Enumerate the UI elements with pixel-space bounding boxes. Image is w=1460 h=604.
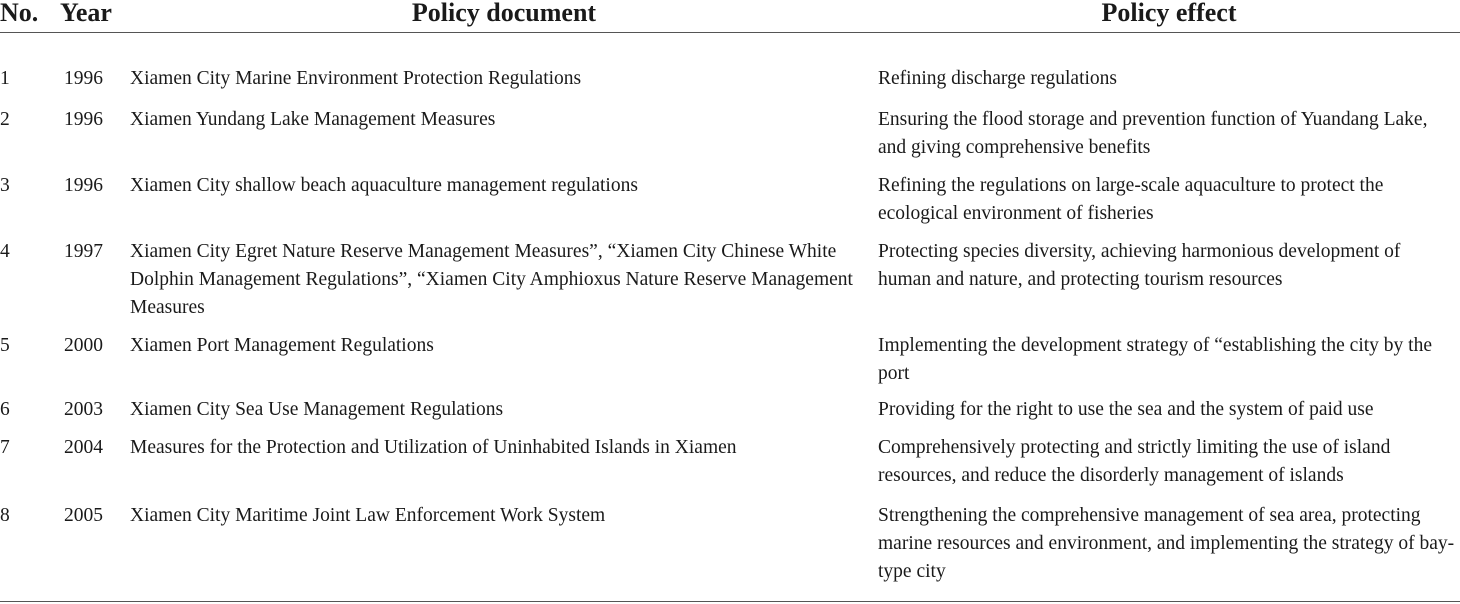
header-year: Year [56,0,130,33]
table-row [0,162,1460,228]
cell-year: 1997 [64,240,103,262]
cell-policy-effect: Providing for the right to use the sea and the system of paid use [878,398,1374,420]
cell-policy-effect: Refining the regulations on large-scale aquaculture to protect the ecological environment of fisheries [878,174,1384,224]
cell-policy-document: Xiamen City Egret Nature Reserve Management Measures”, “Xiamen City Chinese White Dolphin Management Regulations”, “Xiamen City Amphioxus Nature Reserve Management Measures [130,240,853,318]
cell-no: 1 [0,68,10,89]
cell-year: 1996 [64,68,103,89]
cell-year: 1996 [64,174,103,196]
header-policy-document: Policy document [130,0,878,33]
cell-policy-effect: Comprehensively protecting and strictly limiting the use of island resources, and reduce the disorderly management of islands [878,436,1391,486]
table-row [0,228,1460,322]
table-bottom-rule [0,601,1460,602]
cell-policy-effect: Implementing the development strategy of “establishing the city by the port [878,334,1432,384]
table-row [0,96,1460,162]
header-policy-effect: Policy effect [878,0,1460,33]
cell-no: 7 [0,436,10,458]
cell-policy-document: Xiamen City shallow beach aquaculture management regulations [130,174,638,196]
cell-policy-effect: Protecting species diversity, achieving harmonious development of human and nature, and protecting tourism resources [878,240,1401,290]
cell-year: 1996 [64,108,103,130]
cell-no: 8 [0,504,10,526]
cell-policy-document: Xiamen Port Management Regulations [130,334,434,356]
cell-policy-document: Measures for the Protection and Utilization of Uninhabited Islands in Xiamen [130,436,737,458]
table-row [0,424,1460,492]
cell-year: 2004 [64,436,103,458]
table-header [0,0,1460,33]
cell-policy-effect: Refining discharge regulations [878,68,1117,89]
cell-policy-document: Xiamen City Maritime Joint Law Enforcement Work System [130,504,606,526]
table-body [0,33,1460,588]
cell-no: 6 [0,398,10,420]
cell-no: 2 [0,108,10,130]
header-no: No. [0,0,56,33]
cell-no: 3 [0,174,10,196]
cell-policy-effect: Strengthening the comprehensive management of sea area, protecting marine resources and environment, and implementing the strategy of bay-type city [878,504,1455,582]
header-row [0,0,1460,33]
cell-year: 2003 [64,398,103,420]
table-row [0,33,1460,96]
cell-policy-document: Xiamen City Sea Use Management Regulations [130,398,504,420]
cell-year: 2005 [64,504,103,526]
cell-no: 5 [0,334,10,356]
cell-policy-document: Xiamen Yundang Lake Management Measures [130,108,496,130]
table-row [0,388,1460,424]
table-row [0,322,1460,388]
cell-policy-document: Xiamen City Marine Environment Protection Regulations [130,68,582,89]
table-row [0,492,1460,588]
cell-year: 2000 [64,334,103,356]
cell-no: 4 [0,240,10,262]
cell-policy-effect: Ensuring the flood storage and prevention function of Yuandang Lake, and giving comprehensive benefits [878,108,1428,158]
